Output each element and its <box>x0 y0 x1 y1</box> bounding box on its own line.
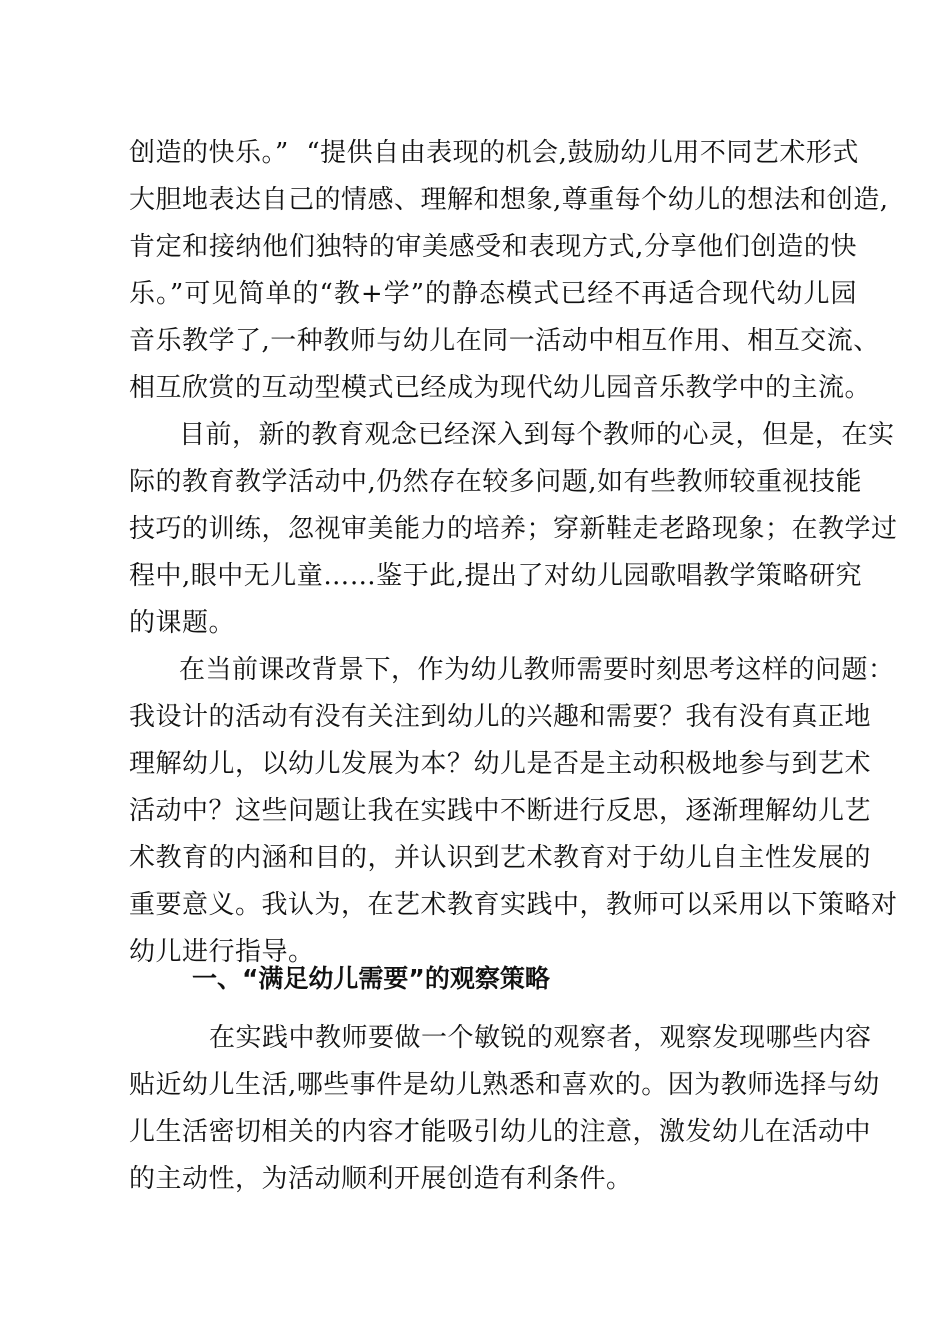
paragraph-line: 相互欣赏的互动型模式已经成为现代幼儿园音乐教学中的主流。 <box>129 373 872 403</box>
paragraph-line: 的课题。 <box>129 608 236 638</box>
paragraph-line: 肯定和接纳他们独特的审美感受和表现方式,分享他们创造的快 <box>129 232 857 262</box>
paragraph-line: 在当前课改背景下，作为幼儿教师需要时刻思考这样的问题： <box>179 655 895 685</box>
section-heading: 一、“满足幼儿需要”的观察策略 <box>192 964 550 993</box>
paragraph-line: 重要意义。我认为，在艺术教育实践中，教师可以采用以下策略对 <box>129 890 898 920</box>
paragraph-line: 幼儿进行指导。 <box>129 937 315 967</box>
paragraph-line: 贴近幼儿生活,哪些事件是幼儿熟悉和喜欢的。因为教师选择与幼 <box>129 1070 880 1100</box>
paragraph-line: 技巧的训练，忽视审美能力的培养；穿新鞋走老路现象；在教学过 <box>129 514 898 544</box>
paragraph-line: 际的教育教学活动中,仍然存在较多问题,如有些教师较重视技能 <box>129 467 863 497</box>
paragraph-line: 在实践中教师要做一个敏锐的观察者，观察发现哪些内容 <box>209 1023 872 1053</box>
paragraph-line: 音乐教学了,一种教师与幼儿在同一活动中相互作用、相互交流、 <box>129 326 880 356</box>
paragraph-line: 我设计的活动有没有关注到幼儿的兴趣和需要？我有没有真正地 <box>129 702 872 732</box>
paragraph-line: 创造的快乐。” “提供自由表现的机会,鼓励幼儿用不同艺术形式 <box>129 138 859 168</box>
paragraph-line: 乐。”可见简单的“教+学”的静态模式已经不再适合现代幼儿园 <box>129 279 857 309</box>
paragraph-line: 理解幼儿，以幼儿发展为本？幼儿是否是主动积极地参与到艺术 <box>129 749 872 779</box>
paragraph-line: 术教育的内涵和目的，并认识到艺术教育对于幼儿自主性发展的 <box>129 843 872 873</box>
paragraph-line: 程中,眼中无儿童……鉴于此,提出了对幼儿园歌唱教学策略研究 <box>129 561 863 591</box>
paragraph-line: 儿生活密切相关的内容才能吸引幼儿的注意，激发幼儿在活动中 <box>129 1117 872 1147</box>
paragraph-line: 活动中？这些问题让我在实践中不断进行反思，逐渐理解幼儿艺 <box>129 796 872 826</box>
paragraph-line: 的主动性，为活动顺利开展创造有利条件。 <box>129 1164 633 1194</box>
paragraph-line: 大胆地表达自己的情感、理解和想象,尊重每个幼儿的想法和创造, <box>129 185 889 215</box>
paragraph-line: 目前，新的教育观念已经深入到每个教师的心灵，但是，在实 <box>179 420 895 450</box>
